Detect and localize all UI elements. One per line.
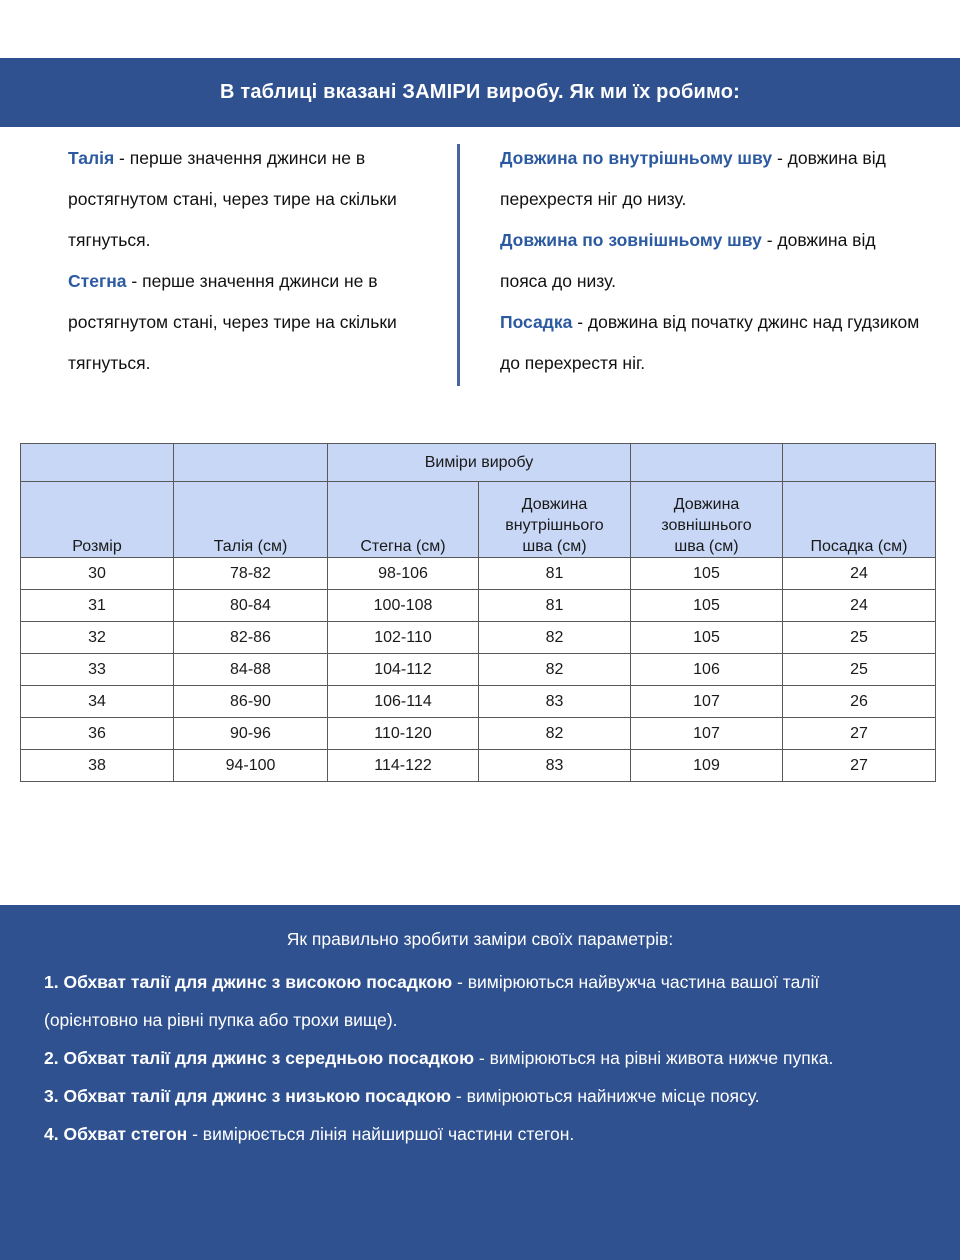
how-to-measure-item-text: - вимірюється лінія найширшої частини стегон.: [187, 1124, 575, 1144]
table-cell: 109: [631, 750, 783, 782]
how-to-measure-item-text: - вимірюються найвужча частина вашої талії (орієнтовно на рівні пупка або трохи вище).: [44, 972, 820, 1030]
definitions-column-left: [68, 138, 440, 384]
how-to-measure-item: [44, 1039, 916, 1077]
definition-keyword: Довжина по зовнішньому шву: [500, 230, 762, 250]
table-cell: 90-96: [174, 718, 328, 750]
table-cell: 106: [631, 654, 783, 686]
column-divider: [457, 144, 460, 386]
how-to-measure-item-label: 3. Обхват талії для джинс з низькою посадкою: [44, 1086, 452, 1106]
table-cell: 107: [631, 718, 783, 750]
table-cell: 82-86: [174, 622, 328, 654]
table-row: [21, 718, 936, 750]
how-to-measure-item-label: 2. Обхват талії для джинс з середньою посадкою: [44, 1048, 475, 1068]
table-row: [21, 686, 936, 718]
table-cell: 36: [21, 718, 174, 750]
table-cell: 34: [21, 686, 174, 718]
table-cell: 82: [479, 718, 631, 750]
definition-item: [500, 220, 920, 302]
definition-keyword: Довжина по внутрішньому шву: [500, 148, 773, 168]
table-row: [21, 590, 936, 622]
table-cell: 38: [21, 750, 174, 782]
how-to-measure-item: [44, 1077, 916, 1115]
size-table: [20, 443, 936, 782]
table-column-header: Довжина внутрішнього шва (см): [479, 482, 631, 558]
table-cell: 107: [631, 686, 783, 718]
table-row: [21, 654, 936, 686]
table-cell: 24: [783, 590, 936, 622]
definition-dash: -: [772, 148, 788, 168]
table-header-row: [21, 482, 936, 558]
definition-item: [68, 261, 440, 384]
table-cell: 82: [479, 654, 631, 686]
how-to-measure-item: [44, 1115, 916, 1153]
definition-item: [500, 138, 920, 220]
table-column-header: Розмір: [21, 482, 174, 558]
header-banner: [0, 58, 960, 127]
definition-dash: -: [572, 312, 588, 332]
definition-text: перше значення джинси не в ростягнутом стані, через тире на скільки тягнуться.: [68, 148, 397, 250]
table-cell: 27: [783, 750, 936, 782]
definition-text: довжина від початку джинс над гудзиком до перехрестя ніг.: [500, 312, 920, 373]
table-cell: 25: [783, 654, 936, 686]
how-to-measure-list: [44, 963, 916, 1153]
table-column-header: Довжина зовнішнього шва (см): [631, 482, 783, 558]
merged-header-blank-right2: [783, 444, 936, 482]
table-column-header: Посадка (см): [783, 482, 936, 558]
definition-keyword: Талія: [68, 148, 115, 168]
how-to-measure-item-text: - вимірюються на рівні живота нижче пупка.: [474, 1048, 834, 1068]
table-column-header: Стегна (см): [328, 482, 479, 558]
table-cell: 114-122: [328, 750, 479, 782]
table-cell: 30: [21, 558, 174, 590]
size-table-body: [21, 444, 936, 782]
merged-header-blank-left: [21, 444, 174, 482]
how-to-measure-panel: [0, 905, 960, 1260]
how-to-measure-title: Як правильно зробити заміри своїх параметрів:: [286, 929, 674, 949]
definition-dash: -: [114, 148, 130, 168]
definition-text: довжина від перехрестя ніг до низу.: [500, 148, 886, 209]
table-row: [21, 622, 936, 654]
table-cell: 102-110: [328, 622, 479, 654]
table-merged-header-row: [21, 444, 936, 482]
table-cell: 26: [783, 686, 936, 718]
table-cell: 24: [783, 558, 936, 590]
table-cell: 105: [631, 558, 783, 590]
table-cell: 104-112: [328, 654, 479, 686]
definition-text: перше значення джинси не в ростягнутом стані, через тире на скільки тягнуться.: [68, 271, 397, 373]
measurement-definitions: [0, 138, 960, 398]
definition-dash: -: [126, 271, 143, 291]
table-column-header: Талія (см): [174, 482, 328, 558]
table-cell: 81: [479, 590, 631, 622]
table-cell: 82: [479, 622, 631, 654]
table-cell: 100-108: [328, 590, 479, 622]
table-cell: 31: [21, 590, 174, 622]
table-cell: 110-120: [328, 718, 479, 750]
table-cell: 33: [21, 654, 174, 686]
table-cell: 25: [783, 622, 936, 654]
merged-header-blank-right: [631, 444, 783, 482]
table-cell: 94-100: [174, 750, 328, 782]
size-table-wrapper: [20, 443, 935, 782]
how-to-measure-item-text: - вимірюються найнижче місце поясу.: [451, 1086, 760, 1106]
how-to-measure-item: [44, 963, 916, 1039]
table-cell: 105: [631, 622, 783, 654]
table-cell: 32: [21, 622, 174, 654]
table-cell: 78-82: [174, 558, 328, 590]
how-to-measure-item-label: 1. Обхват талії для джинс з високою посадкою: [44, 972, 453, 992]
merged-header-title: Виміри виробу: [328, 444, 631, 482]
table-cell: 106-114: [328, 686, 479, 718]
table-cell: 27: [783, 718, 936, 750]
definition-keyword: Посадка: [500, 312, 573, 332]
table-cell: 83: [479, 686, 631, 718]
table-cell: 98-106: [328, 558, 479, 590]
table-cell: 86-90: [174, 686, 328, 718]
table-cell: 81: [479, 558, 631, 590]
definition-text: довжина від пояса до низу.: [500, 230, 876, 291]
definition-item: [500, 302, 920, 384]
definition-item: [68, 138, 440, 261]
merged-header-blank-left2: [174, 444, 328, 482]
definitions-column-right: [500, 138, 920, 384]
definition-dash: -: [761, 230, 778, 250]
page-title: В таблиці вказані ЗАМІРИ виробу. Як ми їх робимо:: [219, 81, 741, 103]
how-to-measure-item-label: 4. Обхват стегон: [44, 1124, 188, 1144]
table-cell: 83: [479, 750, 631, 782]
table-cell: 84-88: [174, 654, 328, 686]
definition-keyword: Стегна: [68, 271, 127, 291]
table-row: [21, 558, 936, 590]
table-row: [21, 750, 936, 782]
table-cell: 80-84: [174, 590, 328, 622]
table-cell: 105: [631, 590, 783, 622]
